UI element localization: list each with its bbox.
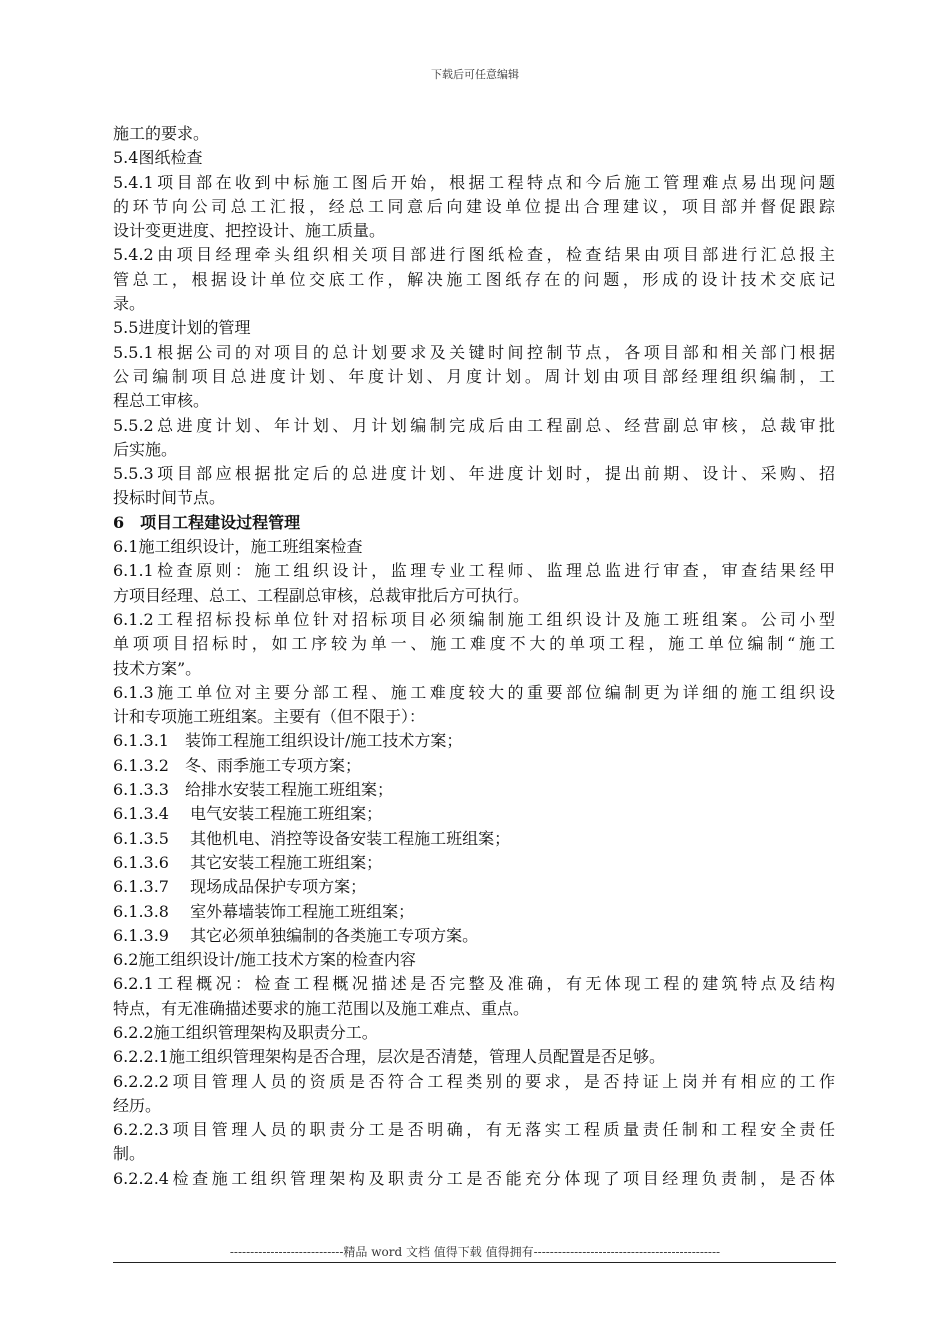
text-line: 特点，有无准确描述要求的施工范围以及施工难点、重点。 [113, 998, 530, 1018]
document-body [113, 122, 835, 1191]
text-line: 方项目经理、总工、工程副总审核，总裁审批后方可执行。 [113, 585, 530, 605]
text-line: 经历。 [113, 1095, 162, 1115]
text-line: 5.5.2总进度计划、年计划、月计划编制完成后由工程副总、经营副总审核，总裁审批 [113, 415, 835, 435]
text-line: 设计变更进度、把控设计、施工质量。 [113, 221, 386, 241]
page-header: 下载后可任意编辑 [431, 68, 519, 81]
text-line: 6.2.2.4检查施工组织管理架构及职责分工是否能充分体现了项目经理负责制，是否体 [113, 1168, 835, 1188]
text-line: 6.2.2施工组织管理架构及职责分工。 [113, 1022, 378, 1042]
footer-rule [113, 1262, 836, 1263]
text-line: 6.2.2.3项目管理人员的职责分工是否明确，有无落实工程质量责任制和工程安全责任 [113, 1120, 835, 1140]
text-line: 6.1.3.7 现场成品保护专项方案； [113, 877, 367, 897]
section-heading: 6 项目工程建设过程管理 [113, 512, 301, 532]
text-line: 6.1.1检查原则：施工组织设计，监理专业工程师、监理总监进行审查，审查结果经甲 [113, 561, 835, 581]
page-footer: ----------------------------精品 word 文档 值得下载 值得拥有---------------------------------------------- [229, 1245, 721, 1259]
text-line: 6.2.2.2项目管理人员的资质是否符合工程类别的要求，是否持证上岗并有相应的工作 [113, 1071, 835, 1091]
text-line: 5.4.1项目部在收到中标施工图后开始，根据工程特点和今后施工管理难点易出现问题 [113, 172, 835, 192]
text-line: 5.5.1根据公司的对项目的总计划要求及关键时间控制节点，各项目部和相关部门根据 [113, 342, 835, 362]
text-line: 6.1.3.2 冬、雨季施工专项方案； [113, 755, 361, 775]
text-line: 6.1.3.6 其它安装工程施工班组案； [113, 852, 383, 872]
text-line: 6.1施工组织设计，施工班组案检查 [113, 537, 363, 557]
text-line: 施工的要求。 [113, 124, 210, 143]
text-line: 制。 [113, 1144, 146, 1164]
text-line: 5.4图纸检查 [113, 148, 203, 168]
text-line: 6.2.1工程概况：检查工程概况描述是否完整及准确，有无体现工程的建筑特点及结构 [113, 974, 835, 994]
text-line: 后实施。 [113, 439, 178, 459]
text-line: 6.1.2工程招标投标单位针对招标项目必须编制施工组织设计及施工班组案。公司小型 [113, 609, 835, 629]
text-line: 技术方案”。 [113, 658, 202, 678]
text-line: 5.4.2由项目经理牵头组织相关项目部进行图纸检查，检查结果由项目部进行汇总报主 [113, 245, 835, 265]
text-line: 5.5进度计划的管理 [113, 318, 251, 338]
text-line: 程总工审核。 [113, 391, 210, 411]
text-line: 6.1.3.5 其他机电、消控等设备安装工程施工班组案； [113, 828, 511, 848]
text-line: 计和专项施工班组案。主要有（但不限于）： [113, 707, 426, 727]
text-line: 6.2施工组织设计/施工技术方案的检查内容 [113, 950, 416, 970]
text-line: 6.1.3.8 室外幕墙装饰工程施工班组案； [113, 901, 415, 921]
text-line: 公司编制项目总进度计划、年度计划、月度计划。周计划由项目部经理组织编制，工 [113, 366, 835, 386]
text-line: 单项项目招标时，如工序较为单一、施工难度不大的单项工程，施工单位编制“施工 [113, 634, 835, 654]
text-line: 管总工，根据设计单位交底工作，解决施工图纸存在的问题，形成的设计技术交底记 [113, 269, 835, 289]
text-line: 5.5.3项目部应根据批定后的总进度计划、年进度计划时，提出前期、设计、采购、招 [113, 464, 835, 484]
text-line: 6.1.3.4 电气安装工程施工班组案； [113, 804, 383, 824]
text-line: 录。 [113, 294, 146, 314]
text-line: 6.1.3.9 其它必须单独编制的各类施工专项方案。 [113, 925, 479, 945]
text-line: 6.1.3.3 给排水安装工程施工班组案； [113, 780, 393, 800]
text-line: 6.2.2.1施工组织管理架构是否合理，层次是否清楚，管理人员配置是否足够。 [113, 1047, 665, 1067]
text-line: 6.1.3施工单位对主要分部工程、施工难度较大的重要部位编制更为详细的施工组织设 [113, 682, 835, 702]
text-line: 6.1.3.1 装饰工程施工组织设计/施工技术方案； [113, 731, 463, 751]
text-line: 的环节向公司总工汇报，经总工同意后向建设单位提出合理建议，项目部并督促跟踪 [113, 196, 835, 216]
text-line: 投标时间节点。 [113, 488, 226, 508]
